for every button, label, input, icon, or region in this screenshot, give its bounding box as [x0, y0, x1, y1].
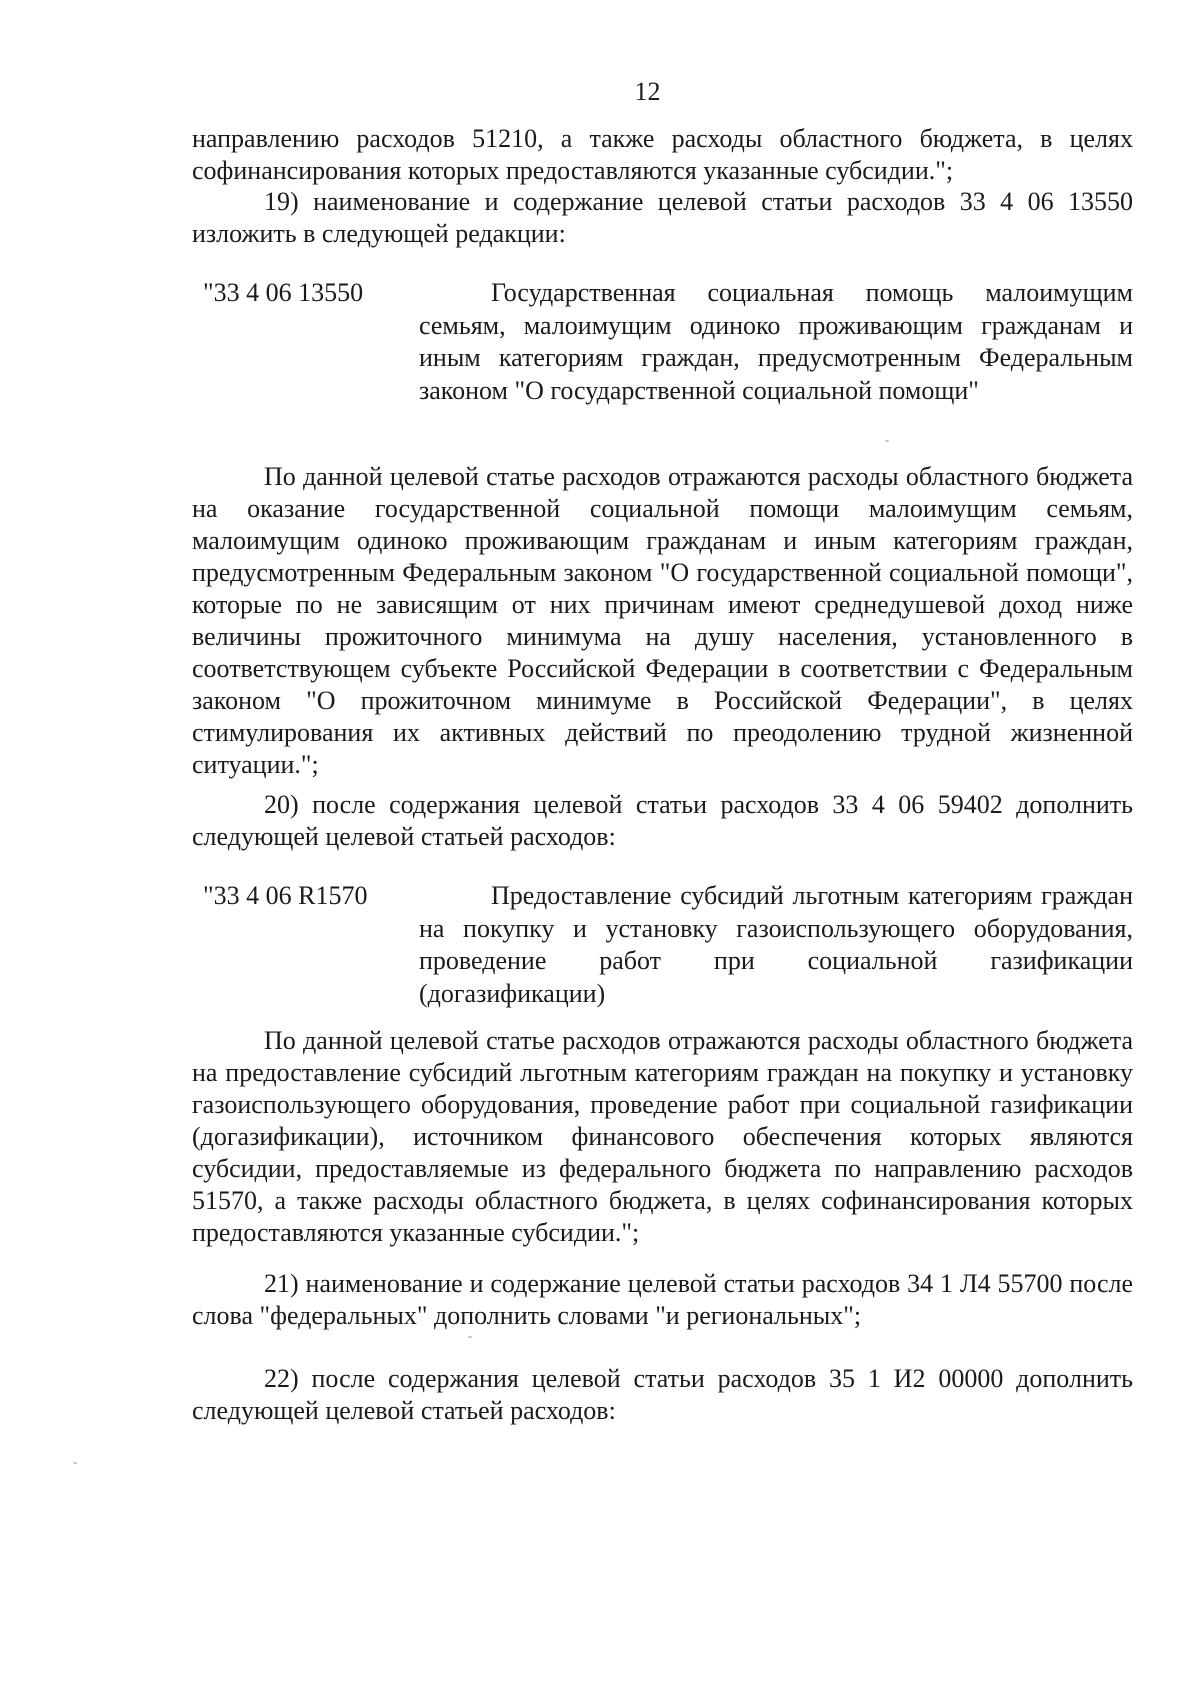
paragraph-text: 22) после содержания целевой статьи расходов 35 1 И2 00000 дополнить следующей целевой статьей расходов:: [192, 1364, 1133, 1425]
paragraph-description: [192, 461, 1133, 781]
paragraph-continuation: [192, 123, 1133, 187]
page-number: 12: [634, 77, 661, 106]
scan-speck: [73, 1462, 77, 1464]
paragraph-text: 21) наименование и содержание целевой статьи расходов 34 1 Л4 55700 после слова "федеральных" дополнить словами "и региональных";: [192, 1269, 1133, 1330]
article-code: "33 4 06 R1570: [203, 881, 368, 910]
paragraph-text: По данной целевой статье расходов отражаются расходы областного бюджета на оказание государственной социальной помощи малоимущим семьям, малоимущим одиноко проживающим гражданам и иным категориям граждан, предусмотренным Федеральным законом "О государственной социальной помощи", которые по не зависящим от них причинам имеют среднедушевой доход ниже величины прожиточного минимума на душу населения, установленного в соответствующем субъекте Российской Федерации в соответствии с Федеральным законом "О прожиточном минимуме в Российской Федерации", в целях стимулирования их активных действий по преодолению трудной жизненной ситуации.";: [192, 462, 1133, 779]
paragraph-text: 19) наименование и содержание целевой статьи расходов 33 4 06 13550 изложить в следующей редакции:: [192, 187, 1133, 248]
target-article-block: [203, 880, 1133, 1020]
paragraph-text: По данной целевой статье расходов отражаются расходы областного бюджета на предоставление субсидий льготным категориям граждан на покупку и установку газоиспользующего оборудования, проведение работ при социальной газификации (догазификации), источником финансового обеспечения которых являются субсидии, предоставляемые из федерального бюджета по направлению расходов 51570, а также расходы областного бюджета, в целях софинансирования которых предоставляются указанные субсидии.";: [192, 1026, 1133, 1247]
paragraph-item-22: [192, 1363, 1133, 1427]
paragraph-item-19: [192, 186, 1133, 250]
paragraph-description: [192, 1025, 1133, 1249]
paragraph-item-21: [192, 1268, 1133, 1332]
scan-speck: [468, 1336, 472, 1338]
paragraph-text: 20) после содержания целевой статьи расходов 33 4 06 59402 дополнить следующей целевой статьей расходов:: [192, 790, 1133, 851]
paragraph-text: направлению расходов 51210, а также расходы областного бюджета, в целях софинансирования которых предоставляются указанные субсидии.";: [192, 124, 1133, 185]
article-title: Государственная социальная помощь малоимущим семьям, малоимущим одиноко проживающим гражданам и иным категориям граждан, предусмотренным Федеральным законом "О государственной социальной помощи": [419, 278, 1133, 405]
article-title: Предоставление субсидий льготным категориям граждан на покупку и установку газоиспользующего оборудования, проведение работ при социальной газификации (догазификации): [419, 881, 1133, 1008]
target-article-block: [203, 277, 1133, 447]
article-code: "33 4 06 13550: [203, 278, 364, 307]
scan-speck: [885, 440, 889, 442]
paragraph-item-20: [192, 789, 1133, 853]
